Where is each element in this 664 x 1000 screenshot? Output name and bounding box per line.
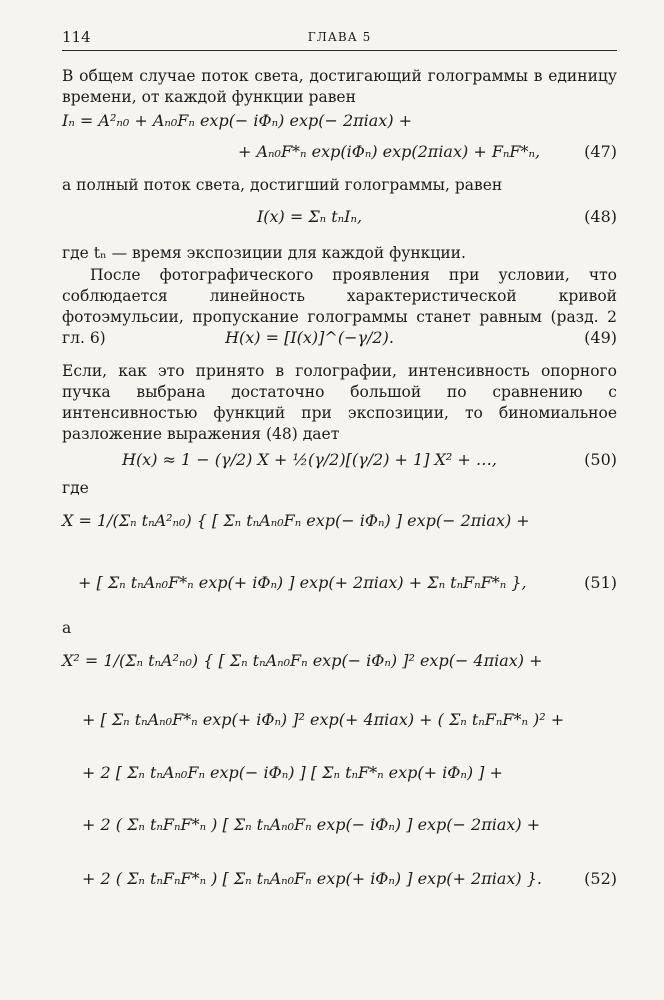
- equation-text: + 2 ( Σₙ tₙFₙF*ₙ ) [ Σₙ tₙAₙ₀Fₙ exp(+ iΦₙ) ] exp(+ 2πiax) }.: [82, 869, 542, 888]
- equation-text: + [ Σₙ tₙAₙ₀F*ₙ exp(+ iΦₙ) ]² exp(+ 4πiax) + ( Σₙ tₙFₙF*ₙ )² +: [82, 710, 565, 729]
- paragraph-4: После фотографического проявления при условии, что соблюдается линейность характеристической кривой фотоэмульсии, пропускание голограммы станет равным (разд. 2 гл. 6): [62, 266, 617, 347]
- equation-49: [62, 328, 617, 354]
- equation-51-line-1: [62, 511, 617, 537]
- paragraph-6: где: [62, 479, 89, 497]
- equation-48: [62, 207, 617, 233]
- equation-number: (51): [584, 573, 617, 592]
- equation-52-line-3: [62, 763, 617, 789]
- paragraph-1: В общем случае поток света, достигающий голограммы в единицу времени, от каждой функции равен: [62, 67, 617, 106]
- equation-52-line-4: [62, 815, 617, 841]
- equation-number: (48): [584, 207, 617, 226]
- equation-number: (52): [584, 869, 617, 888]
- equation-text: + 2 ( Σₙ tₙFₙF*ₙ ) [ Σₙ tₙAₙ₀Fₙ exp(− iΦₙ) ] exp(− 2πiax) +: [82, 815, 541, 834]
- equation-52-line-1: [62, 651, 617, 677]
- equation-text: H(x) = [I(x)]^(−γ/2).: [225, 328, 394, 347]
- equation-47-line-2: [62, 142, 617, 168]
- equation-number: (47): [584, 142, 617, 161]
- equation-51-line-2: [62, 573, 617, 599]
- equation-52-line-2: [62, 710, 617, 736]
- equation-text: Iₙ = A²ₙ₀ + Aₙ₀Fₙ exp(− iΦₙ) exp(− 2πiax) +: [62, 111, 413, 130]
- equation-text: I(x) = Σₙ tₙIₙ,: [256, 207, 363, 226]
- page-header: [62, 28, 617, 51]
- equation-number: (50): [584, 450, 617, 469]
- paragraph-7: а: [62, 619, 72, 637]
- equation-text: H(x) ≈ 1 − (γ/2) X + ½(γ/2)[(γ/2) + 1] X² + …,: [121, 450, 497, 469]
- paragraph-5: Если, как это принято в голографии, интенсивность опорного пучка выбрана достаточно большой по сравнению с интенсивностью функций при экспозиции, то биномиальное разложение выражения (48) дает: [62, 362, 617, 443]
- equation-47-line-1: [62, 111, 617, 137]
- equation-text: + 2 [ Σₙ tₙAₙ₀Fₙ exp(− iΦₙ) ] [ Σₙ tₙF*ₙ exp(+ iΦₙ) ] +: [82, 763, 503, 782]
- page-number: 114: [62, 28, 91, 46]
- equation-50: [62, 450, 617, 476]
- equation-text: X = 1/(Σₙ tₙA²ₙ₀) { [ Σₙ tₙAₙ₀Fₙ exp(− iΦₙ) ] exp(− 2πiax) +: [62, 511, 530, 530]
- paragraph-2: а полный поток света, достигший голограммы, равен: [62, 176, 503, 194]
- equation-number: (49): [584, 328, 617, 347]
- paragraph-3: где tₙ — время экспозиции для каждой функции.: [62, 244, 466, 262]
- equation-text: X² = 1/(Σₙ tₙA²ₙ₀) { [ Σₙ tₙAₙ₀Fₙ exp(− iΦₙ) ]² exp(− 4πiax) +: [62, 651, 543, 670]
- equation-52-line-5: [62, 869, 617, 895]
- equation-text: + [ Σₙ tₙAₙ₀F*ₙ exp(+ iΦₙ) ] exp(+ 2πiax) + Σₙ tₙFₙF*ₙ },: [78, 573, 527, 592]
- equation-text: + Aₙ₀F*ₙ exp(iΦₙ) exp(2πiax) + FₙF*ₙ,: [238, 142, 541, 161]
- chapter-title: ГЛАВА 5: [307, 30, 372, 44]
